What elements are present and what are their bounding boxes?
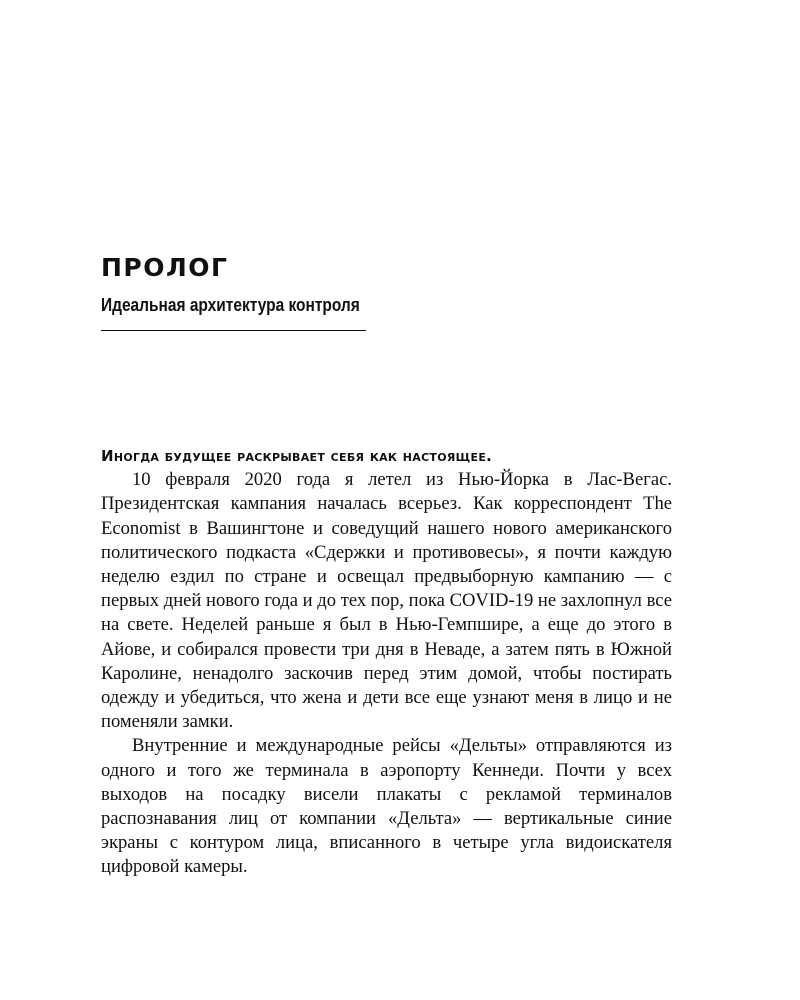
- chapter-title: ПРОЛОГ: [101, 253, 229, 282]
- title-divider: [101, 330, 366, 331]
- chapter-subtitle: Идеальная архитектура контроля: [101, 295, 360, 315]
- lead-in-sentence: Иногда будущее раскрывает себя как настоящее.: [101, 447, 493, 465]
- paragraph-1: 10 февраля 2020 года я летел из Нью-Йорка в Лас-Вегас. Президентская кампания началась всерьез. Как корреспондент The Economist в Вашингтоне и соведущий нашего нового американского политического подкаста «Сдержки и противовесы», я почти каждую неделю ездил по стране и освещал предвыборную кампанию — с первых дней нового года и до тех пор, пока COVID-19 не захлопнул все на свете. Неделей раньше я был в Нью-Гемпшире, а еще до этого в Айове, и собирался провести три дня в Неваде, а затем пять в Южной Каролине, ненадолго заскочив перед этим домой, чтобы постирать одежду и убедиться, что жена и дети все еще узнают меня в лицо и не поменяли замки.: [101, 469, 672, 733]
- body-text: [101, 444, 672, 880]
- paragraph-2: Внутренние и международные рейсы «Дельты» отправляются из одного и того же терминала в аэропорту Кеннеди. Почти у всех выходов на посадку висели плакаты с рекламой терминалов распознавания лиц от компании «Дельта» — вертикальные синие экраны с контуром лица, вписанного в четыре угла видоискателя цифровой камеры.: [101, 735, 672, 878]
